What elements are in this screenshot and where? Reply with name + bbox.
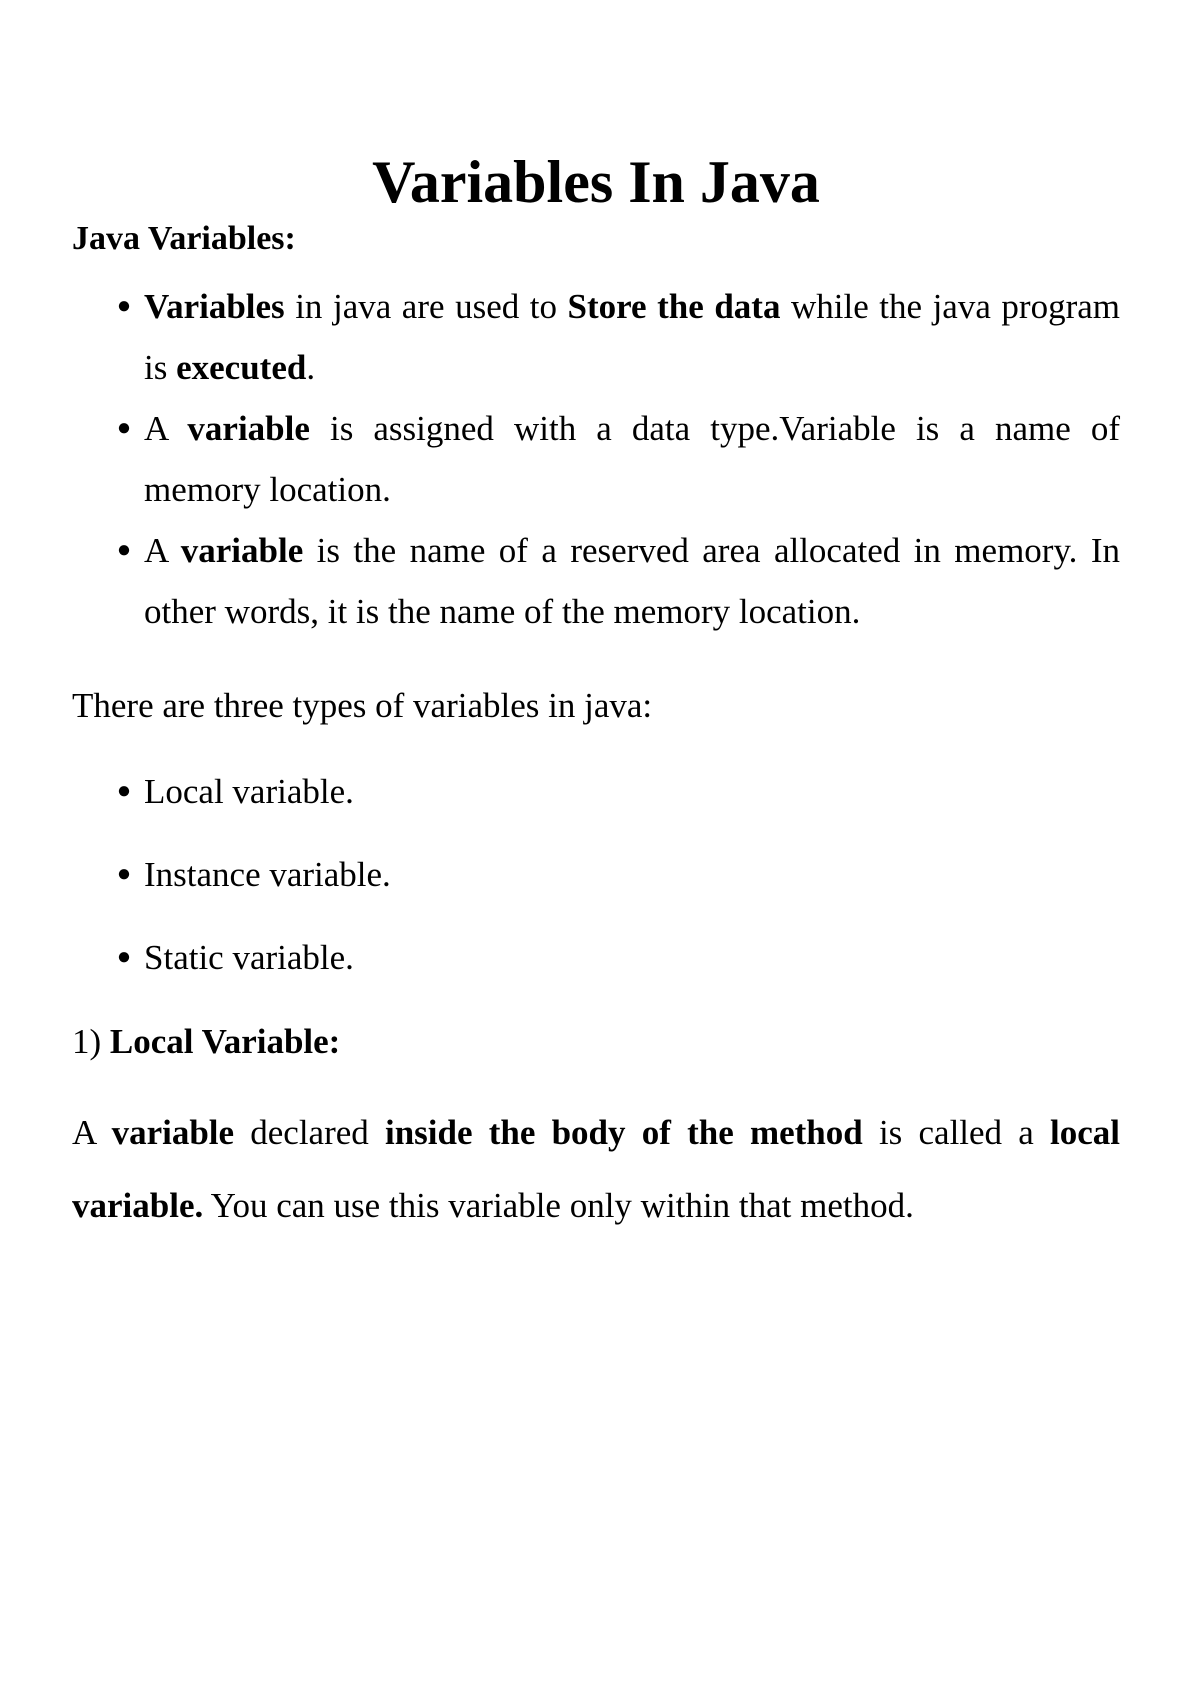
variable-type-label: Local variable. — [144, 772, 354, 811]
text-segment: A — [144, 531, 181, 570]
text-segment: You can use this variable only within that method. — [203, 1186, 914, 1225]
local-variable-description — [72, 1096, 1120, 1242]
bold-text-segment: inside the body of the method — [384, 1113, 863, 1152]
bold-text-segment: variable — [180, 531, 304, 570]
bold-text-segment: Store the data — [567, 287, 781, 326]
variable-types-list — [72, 750, 1120, 999]
text-segment: declared — [234, 1113, 385, 1152]
document-title: Variables In Java — [372, 149, 820, 215]
local-variable-heading-label: Local Variable: — [109, 1022, 341, 1061]
bullet-icon: ● — [116, 861, 132, 887]
local-variable-heading — [72, 1012, 1120, 1072]
section-heading-java-variables: Java Variables: — [72, 220, 296, 257]
local-variable-heading-number: 1) — [72, 1022, 102, 1061]
bold-text-segment: local variable. — [72, 1113, 1120, 1225]
variable-type-label: Instance variable. — [144, 855, 391, 894]
text-segment: A — [72, 1113, 112, 1152]
definition-bullet-item — [72, 398, 1120, 520]
text-segment: . — [306, 348, 316, 387]
text-segment: is called a — [862, 1113, 1050, 1152]
definition-bullet-item — [72, 520, 1120, 642]
variable-type-item — [72, 750, 1120, 833]
text-segment: while the java program is — [144, 287, 1120, 387]
types-intro-text: There are three types of variables in java: — [72, 686, 653, 725]
bullet-icon: ● — [116, 415, 132, 441]
variable-type-label: Static variable. — [144, 938, 354, 977]
bullet-icon: ● — [116, 944, 132, 970]
text-segment: is the name of a reserved area allocated in memory. In other words, it is the name of the memory location. — [144, 531, 1120, 631]
variable-type-item — [72, 833, 1120, 916]
bold-text-segment: Variables — [144, 287, 285, 326]
definition-bullet-item — [72, 276, 1120, 398]
bullet-icon: ● — [116, 537, 132, 563]
variable-type-item — [72, 916, 1120, 999]
bold-text-segment: variable — [111, 1113, 235, 1152]
bullet-icon: ● — [116, 778, 132, 804]
text-segment: in java are used to — [284, 287, 568, 326]
bold-text-segment: variable — [187, 409, 310, 448]
text-segment: A — [144, 409, 188, 448]
text-segment: is assigned with a data type.Variable is a name of memory location. — [144, 409, 1120, 509]
bold-text-segment: executed — [176, 348, 307, 387]
bullet-icon: ● — [116, 293, 132, 319]
definition-bullet-list — [72, 276, 1120, 642]
